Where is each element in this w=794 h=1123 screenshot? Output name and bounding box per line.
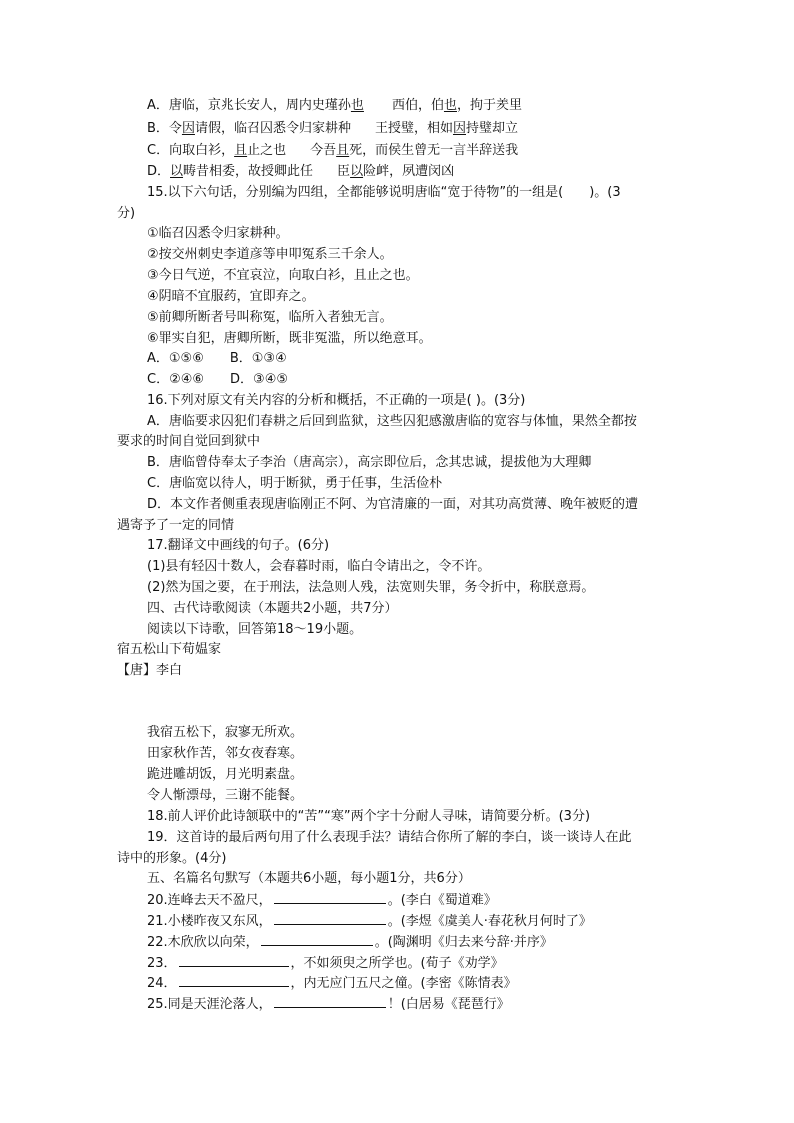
q14-option-d: D．以畴昔相委，故授卿此任 臣以险衅，夙遭闵凶 (147, 164, 455, 179)
section4-title: 四、古代诗歌阅读（本题共2小题，共7分） (147, 601, 398, 616)
poem-line-1: 我宿五松下，寂寥无所欢。 (147, 725, 304, 740)
q14-option-a: A．唐临，京兆长安人，周内史瑾孙也 西伯，伯也，拘于羑里 (147, 98, 522, 113)
q24: 24． ，内无应门五尺之僮。(李密《陈情表》 (147, 976, 517, 991)
q15-item-2: ②按交州刺史李道彦等申叩冤系三千余人。 (147, 247, 393, 262)
q16-option-a-line1: A．唐临要求囚犯们春耕之后回到监狱，这些囚犯感激唐临的宽容与体恤，果然全都按 (147, 414, 637, 429)
q14-option-b: B．令因请假，临召囚悉令归家耕种 王授璧，相如因持璧却立 (147, 121, 519, 136)
poem-line-4: 令人惭漂母，三谢不能餐。 (147, 788, 304, 803)
q16-option-a-line2: 要求的时间自觉回到狱中 (117, 434, 261, 449)
q15-choices-row2: C．②④⑥ D．③④⑤ (147, 372, 289, 387)
q17-sentence-1: (1)县有轻囚十数人，会春暮时雨，临白令请出之，令不许。 (147, 559, 491, 574)
q15-item-3: ③今日气逆，不宜哀泣，向取白衫，且止之也。 (147, 268, 419, 283)
q25: 25.同是天涯沦落人， ！(白居易《琵琶行》 (147, 997, 510, 1012)
q23: 23． ，不如须臾之所学也。(荀子《劝学》 (147, 956, 504, 971)
section5-title: 五、名篇名句默写（本题共6小题，每小题1分，共6分） (147, 871, 471, 886)
poem-author: 【唐】李白 (117, 663, 183, 678)
q16-option-b: B．唐临曾侍奉太子李治（唐高宗），高宗即位后，念其忠诚，提拔他为大理卿 (147, 455, 592, 470)
q15-item-5: ⑤前卿所断者号叫称冤，临所入者独无言。 (147, 310, 393, 325)
q15-item-1: ①临召囚悉令归家耕种。 (147, 226, 289, 241)
q21: 21.小楼昨夜又东风， 。(李煜《虞美人·春花秋月何时了》 (147, 914, 592, 929)
q20-blank[interactable] (274, 892, 386, 904)
q17-stem: 17.翻译文中画线的句子。(6分) (147, 538, 330, 553)
q25-blank[interactable] (274, 996, 386, 1008)
poem-line-3: 跪进雕胡饭，月光明素盘。 (147, 767, 304, 782)
q16-stem: 16.下列对原文有关内容的分析和概括，不正确的一项是( )。(3分) (147, 393, 526, 408)
q23-blank[interactable] (179, 955, 289, 967)
q15-choices-row1: A．①⑤⑥ B．①③④ (147, 351, 287, 366)
q15-item-4: ④阴暗不宜服药，宜即弃之。 (147, 289, 315, 304)
q16-option-d-line1: D．本文作者侧重表现唐临刚正不阿、为官清廉的一面，对其功高赏薄、晚年被贬的遭 (147, 497, 639, 512)
q18-stem: 18.前人评价此诗颔联中的“苦”“寒”两个字十分耐人寻味，请简要分析。(3分) (147, 809, 591, 824)
q22-blank[interactable] (261, 934, 373, 946)
q19-stem-line2: 诗中的形象。(4分) (117, 851, 227, 866)
q14-option-c: C．向取白衫，且止之也 今吾且死，而侯生曾无一言半辞送我 (147, 143, 519, 158)
poem-title: 宿五松山下荀媪家 (117, 642, 222, 657)
q16-option-c: C．唐临宽以待人，明于断狱，勇于任事，生活俭朴 (147, 476, 443, 491)
q21-blank[interactable] (274, 913, 386, 925)
q24-blank[interactable] (179, 975, 289, 987)
q22: 22.木欣欣以向荣， 。(陶渊明《归去来兮辞·并序》 (147, 935, 553, 950)
q16-option-d-line2: 遇寄予了一定的同情 (117, 518, 235, 533)
q19-stem-line1: 19．这首诗的最后两句用了什么表现手法？请结合你所了解的李白，谈一谈诗人在此 (147, 830, 632, 845)
q15-stem-cont: 分) (117, 206, 136, 221)
poem-line-2: 田家秋作苦，邻女夜舂寒。 (147, 746, 304, 761)
q17-sentence-2: (2)然为国之要，在于刑法，法急则人残，法宽则失罪，务令折中，称朕意焉。 (147, 580, 595, 595)
q15-item-6: ⑥罪实自犯，唐卿所断，既非冤滥，所以绝意耳。 (147, 331, 432, 346)
q20: 20.连峰去天不盈尺， 。(李白《蜀道难》 (147, 893, 497, 908)
q15-stem: 15.以下六句话，分别编为四组，全都能够说明唐临“宽于待物”的一组是( )。(3 (147, 185, 621, 200)
section4-intro: 阅读以下诗歌，回答第18～19小题。 (147, 622, 363, 637)
